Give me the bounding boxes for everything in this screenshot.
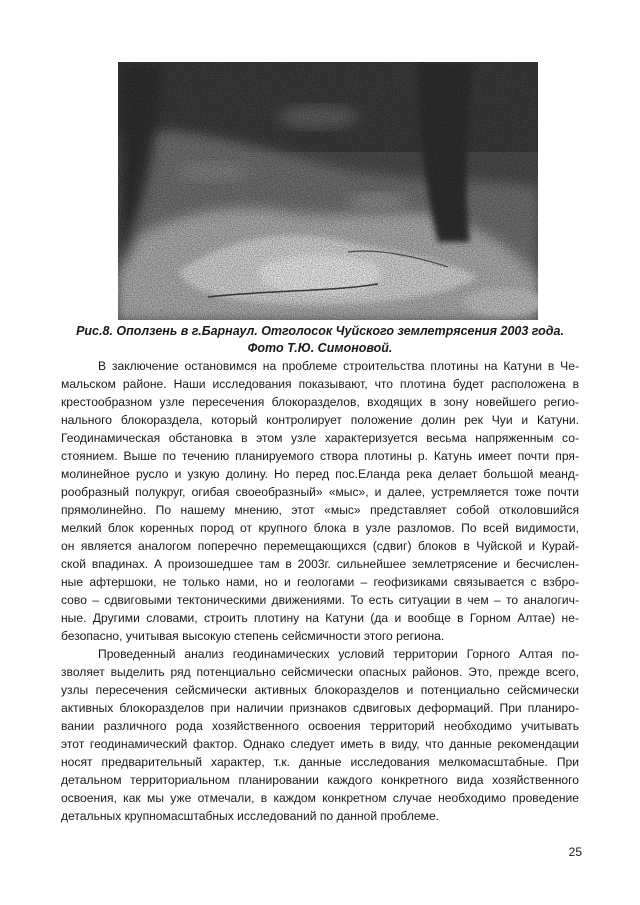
- text-line: ные афтершоки, не только нами, но и геологами – геофизиками связывается с взбро-: [61, 575, 579, 589]
- text-line: стоянием. Выше по течению планируемого створа плотины р. Катунь имеет почти пря-: [61, 449, 579, 463]
- paragraph-2: [61, 645, 579, 825]
- text-line: сово – сдвиговыми тектоническими движениями. То есть ситуации в чем – то аналогич-: [61, 593, 579, 607]
- article-body: [61, 357, 579, 825]
- text-line: мальском районе. Наши исследования показывают, что плотина будет расположена в: [61, 377, 579, 391]
- text-line: рообразный полукруг, огибая своеобразный» «мыс», и далее, устремляется тоже почти: [61, 485, 579, 499]
- figure-caption-title: Рис.8. Оползень в г.Барнаул. Отголосок Чуйского землетрясения 2003 года.: [76, 324, 564, 338]
- text-line: молинейное русло и узкую долину. Но перед пос.Еланда река делает большой меанд-: [61, 467, 579, 481]
- text-line: мелкий блок коренных пород от крупного блока в узле разломов. По всей видимости,: [61, 521, 579, 535]
- text-line: носят предварительный характер, т.к. данные исследования мелкомасштабные. При: [61, 755, 579, 769]
- text-line: вании различного рода хозяйственного освоения территорий необходимо учитывать: [61, 719, 579, 733]
- text-line: узлы пересечения сейсмически активных блокоразделов и потенциально сейсмически: [61, 683, 579, 697]
- text-line: крестообразном узле пересечения блокоразделов, входящих в зону новейшего регио-: [61, 395, 579, 409]
- text-line: прямолинейно. По нашему мнению, этот «мыс» представляет собой отколовшийся: [61, 503, 579, 517]
- paragraph-1: [61, 357, 579, 645]
- text-line: он является аналогом поперечно перемещающихся (сдвиг) блоков в Чуйской и Курай-: [61, 539, 579, 553]
- text-line: ской впадинах. А произошедшее там в 2003г. сильнейшее землетрясение и бесчислен-: [61, 557, 579, 571]
- text-line: безопасно, учитывая высокую степень сейсмичности этого региона.: [61, 629, 445, 643]
- text-line: В заключение остановимся на проблеме строительства плотины на Катуни в Че-: [98, 359, 579, 373]
- text-line: этот геодинамический фактор. Однако следует иметь в виду, что данные рекомендации: [61, 737, 579, 751]
- landslide-photo: [118, 62, 538, 320]
- text-line: детальном территориальном планировании каждого конкретного вида хозяйственного: [61, 773, 579, 787]
- text-line: Проведенный анализ геодинамических условий территории Горного Алтая по-: [98, 647, 579, 661]
- text-line: детальных крупномасштабных исследований по данной проблеме.: [61, 809, 440, 823]
- figure-caption-credit: Фото Т.Ю. Симоновой.: [247, 341, 393, 355]
- text-line: активных блокоразделов при наличии признаков сдвиговых деформаций. При планиро-: [61, 701, 579, 715]
- text-line: ные. Другими словами, строить плотину на Катуни (да и вообще в Горном Алтае) не-: [61, 611, 579, 625]
- figure-caption: [60, 323, 580, 357]
- page-number: 25: [568, 845, 582, 859]
- text-line: зволяет выделить ряд потенциально сейсмически опасных районов. Это, прежде всего,: [61, 665, 579, 679]
- text-line: освоения, как мы уже отмечали, в каждом конкретном случае необходимо проведение: [61, 791, 579, 805]
- text-line: нального блокораздела, который контролирует положение долин рек Чуи и Катуни.: [61, 413, 579, 427]
- text-line: Геодинамическая обстановка в этом узле характеризуется весьма напряженным со-: [61, 431, 579, 445]
